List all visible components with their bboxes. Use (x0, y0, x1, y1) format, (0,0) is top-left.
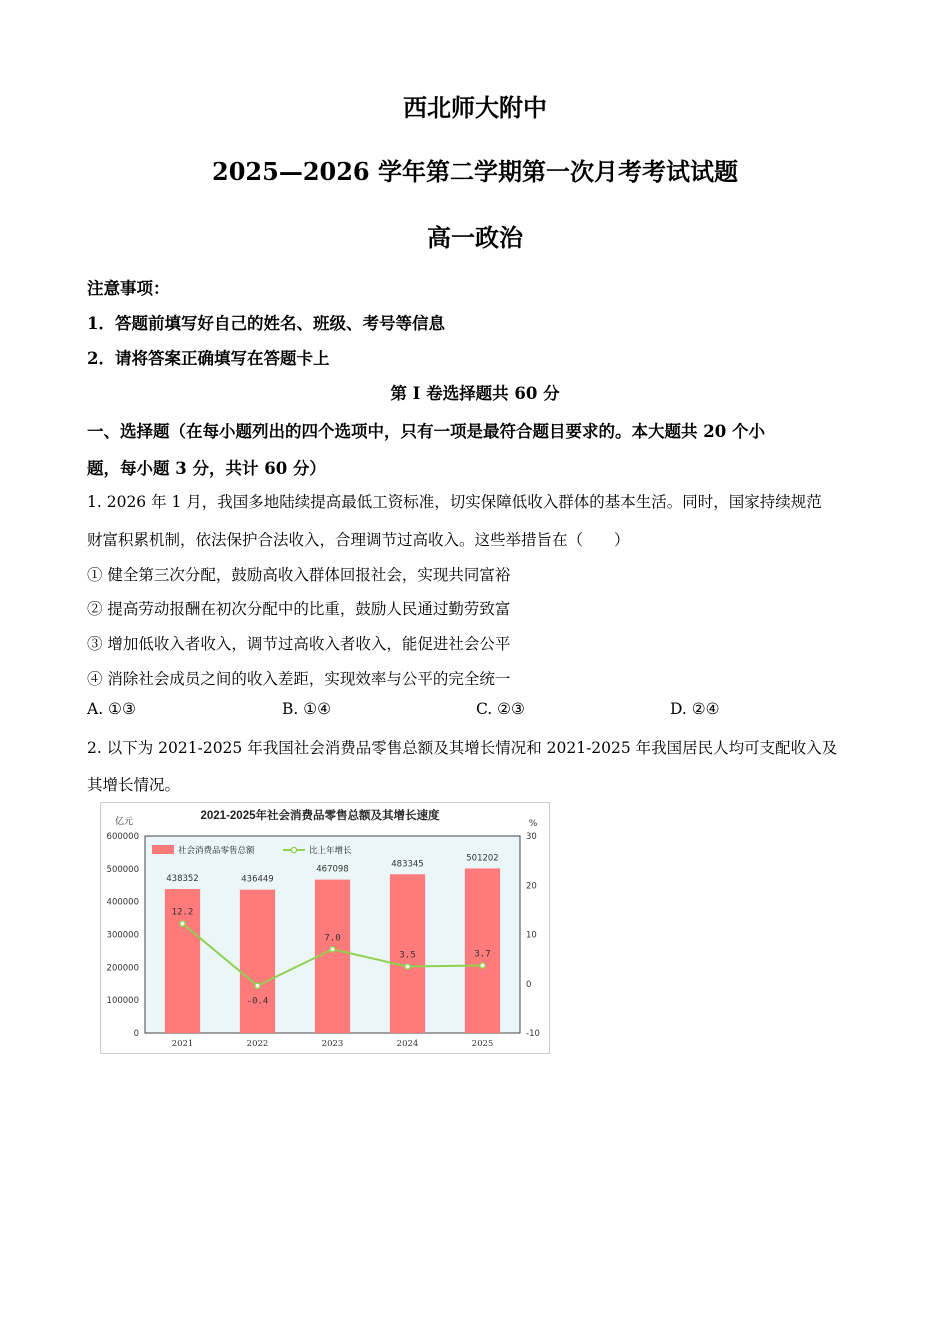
bar (240, 890, 275, 1033)
q1-statement: ③ 增加低收入者收入，调节过高收入者收入，能促进社会公平 (87, 635, 511, 653)
x-axis-tick-label: 2021 (171, 1039, 194, 1049)
bar-data-label: 501202 (466, 853, 499, 864)
left-axis-tick-label: 500000 (106, 864, 139, 875)
q1-stem-cont: 财富积累机制，依法保护合法收入，合理调节过高收入。这些举措旨在（ ） (87, 531, 630, 549)
right-axis-tick-label: 0 (526, 979, 532, 990)
left-axis-tick-label: 0 (133, 1029, 139, 1039)
q1-option-c[interactable]: C. ②③ (476, 700, 525, 718)
right-axis-tick-label: -10 (526, 1029, 540, 1039)
legend-line-marker (291, 847, 296, 852)
growth-data-label: -0.4 (246, 996, 269, 1007)
q1-option-a[interactable]: A. ①③ (87, 700, 136, 718)
q1-option-d[interactable]: D. ②④ (670, 700, 720, 718)
growth-point (405, 964, 410, 969)
q2-stem: 2. 以下为 2021-2025 年我国社会消费品零售总额及其增长情况和 2021-2025 年我国居民人均可支配收入及 (87, 739, 838, 757)
chart-title: 2021-2025年社会消费品零售总额及其增长速度 (200, 810, 440, 822)
growth-data-label: 3.7 (474, 949, 491, 960)
notice-item: 2．请将答案正确填写在答题卡上 (87, 349, 330, 368)
growth-data-label: 7.0 (324, 933, 341, 944)
exam-title: 2025—2026 学年第二学期第一次月考考试试题 (212, 157, 738, 186)
q2-stem-cont: 其增长情况。 (87, 776, 181, 794)
right-axis-tick-label: 10 (526, 930, 537, 941)
left-axis-tick-label: 300000 (106, 930, 139, 941)
q1-statement: ① 健全第三次分配，鼓励高收入群体回报社会，实现共同富裕 (87, 566, 511, 584)
right-axis-unit: % (528, 819, 538, 829)
notice-title: 注意事项： (87, 279, 170, 298)
part-one-instruction-cont: 题，每小题 3 分，共计 60 分） (87, 459, 326, 478)
q1-stem: 1. 2026 年 1 月，我国多地陆续提高最低工资标准，切实保障低收入群体的基本生活。同时，国家持续规范 (87, 493, 822, 511)
legend-line-label: 比上年增长 (309, 846, 352, 856)
retail-sales-chart (100, 802, 550, 1054)
growth-data-label: 12.2 (171, 907, 194, 918)
legend-bar-label: 社会消费品零售总额 (178, 846, 255, 856)
q1-statement: ② 提高劳动报酬在初次分配中的比重，鼓励人民通过勤劳致富 (87, 600, 511, 618)
bar-data-label: 483345 (391, 859, 424, 870)
left-axis-tick-label: 600000 (106, 832, 139, 842)
right-axis-tick-label: 30 (526, 832, 537, 842)
subject-title: 高一政治 (427, 223, 523, 252)
left-axis-tick-label: 200000 (106, 963, 139, 974)
q1-statement: ④ 消除社会成员之间的收入差距，实现效率与公平的完全统一 (87, 670, 511, 688)
left-axis-unit: 亿元 (114, 817, 134, 827)
bar-data-label: 438352 (166, 874, 199, 885)
x-axis-tick-label: 2024 (396, 1039, 419, 1049)
bar-data-label: 467098 (316, 864, 349, 875)
section-title: 第 I 卷选择题共 60 分 (390, 384, 560, 403)
growth-data-label: 3.5 (399, 950, 416, 961)
left-axis-tick-label: 100000 (106, 996, 139, 1007)
x-axis-tick-label: 2025 (471, 1039, 494, 1049)
legend-bar-swatch (152, 845, 174, 854)
notice-item: 1．答题前填写好自己的姓名、班级、考号等信息 (87, 314, 445, 333)
left-axis-tick-label: 400000 (106, 897, 139, 908)
x-axis-tick-label: 2023 (321, 1039, 344, 1049)
part-one-instruction: 一、选择题（在每小题列出的四个选项中，只有一项是最符合题目要求的。本大题共 20 个小 (87, 422, 765, 441)
growth-point (330, 947, 335, 952)
q1-option-b[interactable]: B. ①④ (282, 700, 332, 718)
chart-legend (152, 845, 352, 856)
school-name: 西北师大附中 (403, 93, 547, 122)
bar-data-label: 436449 (241, 874, 274, 885)
growth-point (180, 921, 185, 926)
growth-point (255, 983, 260, 988)
right-axis-tick-label: 20 (526, 881, 537, 892)
growth-point (480, 963, 485, 968)
x-axis-tick-label: 2022 (246, 1039, 269, 1049)
